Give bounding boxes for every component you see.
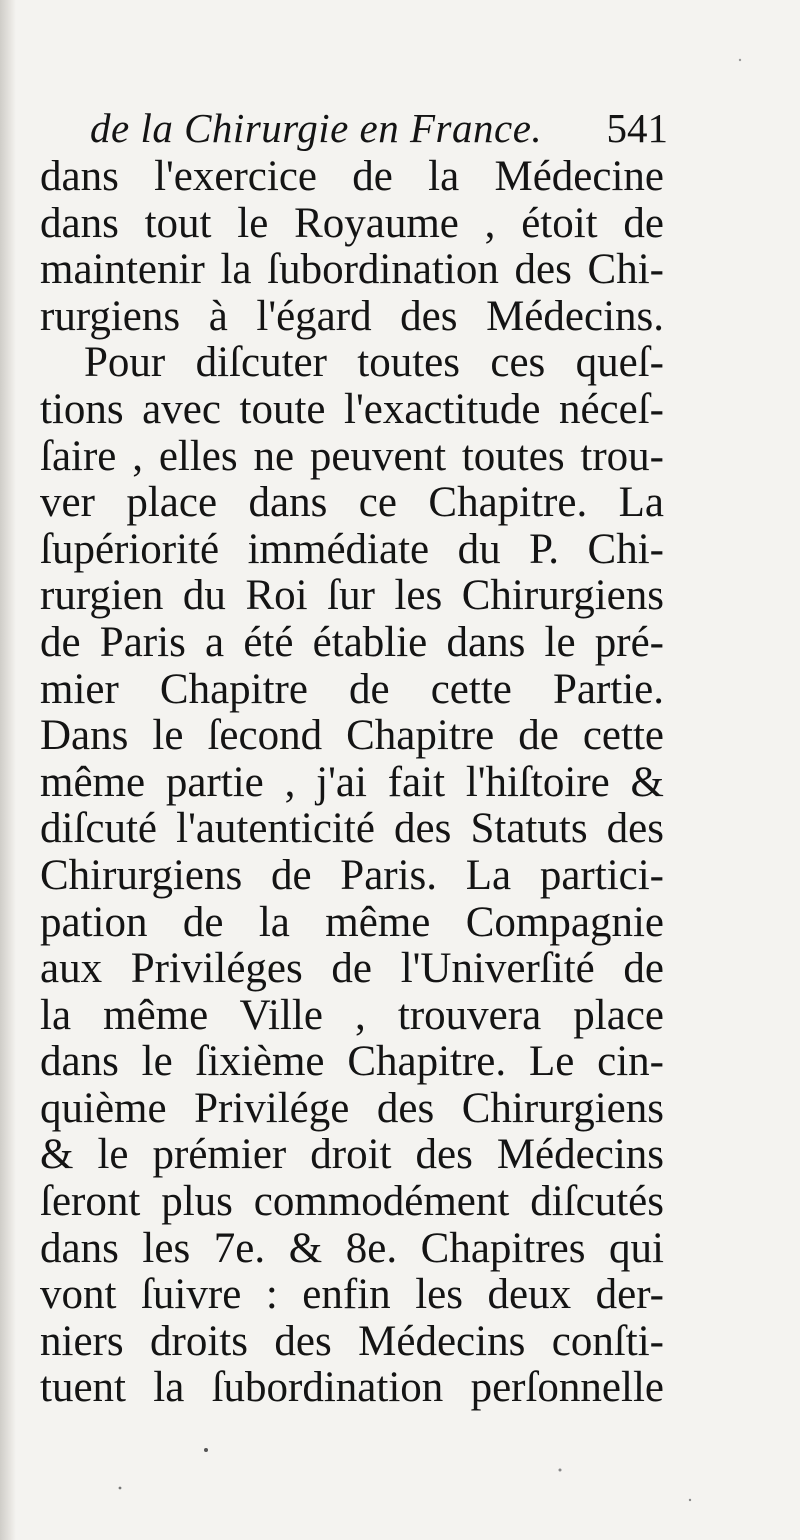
running-title: de la Chirurgie en France.: [90, 105, 543, 151]
text-line-9: ſupériorité immédiate du P. Chi-: [40, 525, 664, 573]
text-line-14: même partie , j'ai fait l'hiſtoire &: [40, 758, 664, 806]
text-line-2: dans tout le Royaume , étoit de: [40, 199, 664, 247]
text-line-17: pation de la même Compagnie: [40, 898, 664, 946]
text-line-7: ſaire , elles ne peuvent toutes trou-: [40, 432, 664, 480]
text-line-21: quième Privilége des Chirurgiens: [40, 1084, 664, 1132]
text-line-12: mier Chapitre de cette Partie.: [40, 665, 664, 713]
running-head: [90, 102, 668, 154]
text-line-8: ver place dans ce Chapitre. La: [40, 479, 664, 527]
body-text: [40, 154, 664, 1412]
text-line-13: Dans le ſecond Chapitre de cette: [40, 712, 664, 760]
text-line-4: rurgiens à l'égard des Médecins.: [40, 292, 664, 340]
text-line-6: tions avec toute l'exactitude néceſ-: [40, 385, 664, 433]
text-line-20: dans le ſixième Chapitre. Le cin-: [40, 1038, 664, 1086]
text-line-19: la même Ville , trouvera place: [40, 991, 664, 1039]
text-line-26: niers droits des Médecins conſti-: [40, 1317, 664, 1365]
text-line-22: & le prémier droit des Médecins: [40, 1131, 664, 1179]
text-line-11: de Paris a été établie dans le pré-: [40, 618, 664, 666]
text-line-15: diſcuté l'autenticité des Statuts des: [40, 805, 664, 853]
page-number: 541: [606, 105, 668, 151]
text-line-1: dans l'exercice de la Médecine: [40, 153, 664, 200]
text-line-3: maintenir la ſubordination des Chi-: [40, 246, 664, 294]
text-line-24: dans les 7e. & 8e. Chapitres qui: [40, 1224, 664, 1272]
text-line-5: Pour diſcuter toutes ces queſ-: [84, 339, 664, 387]
text-line-18: aux Priviléges de l'Univerſité de: [40, 945, 664, 993]
text-line-25: vont ſuivre : enfin les deux der-: [40, 1271, 664, 1319]
text-line-23: ſeront plus commodément diſcutés: [40, 1178, 664, 1226]
text-line-16: Chirurgiens de Paris. La partici-: [40, 851, 664, 899]
text-line-10: rurgien du Roi ſur les Chirurgiens: [40, 572, 664, 620]
text-line-27: tuent la ſubordination perſonnelle: [40, 1364, 664, 1412]
